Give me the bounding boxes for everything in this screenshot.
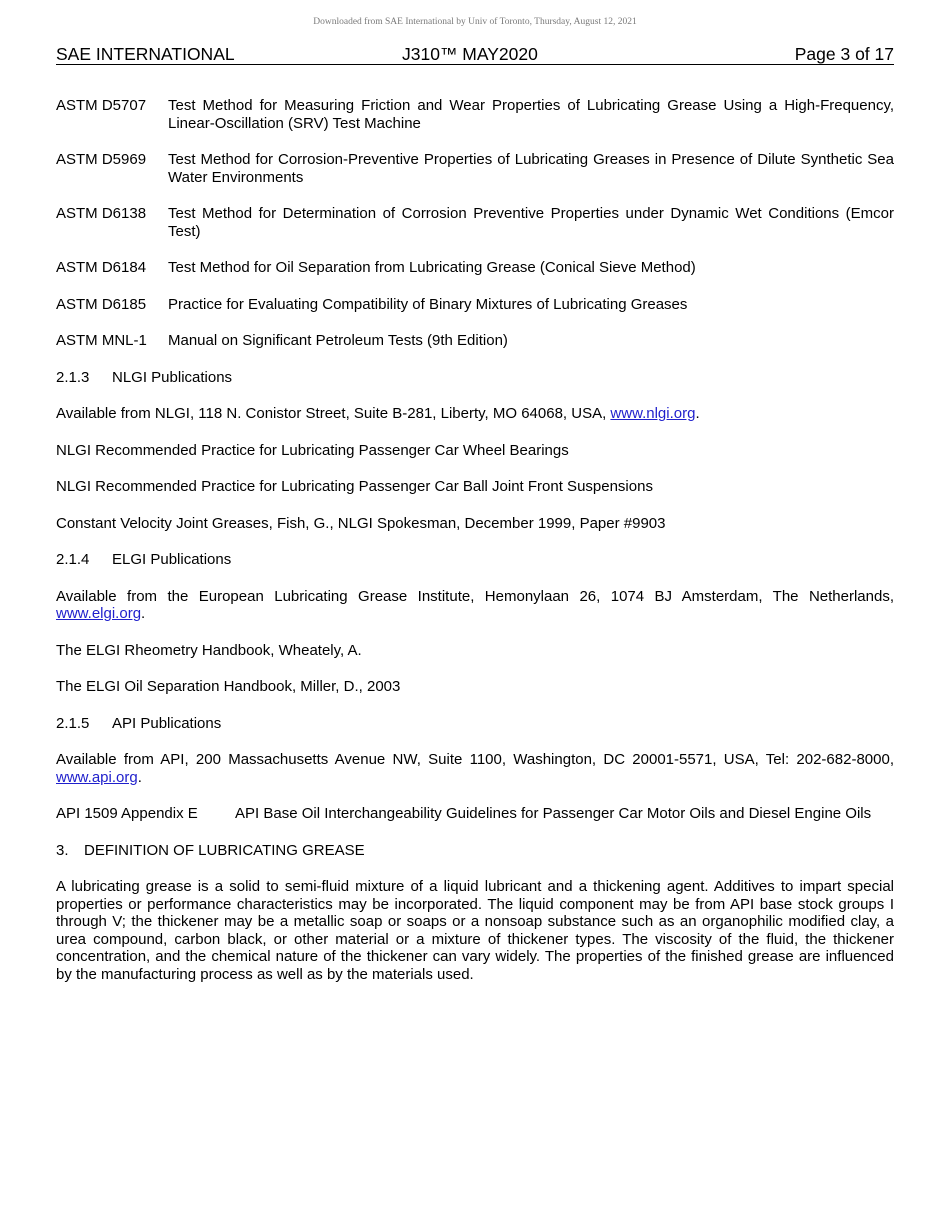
reference-code: ASTM D5969 [56,151,147,168]
reference-entry [56,332,894,350]
reference-entry [56,151,894,186]
elgi-link[interactable]: www.elgi.org [56,605,142,622]
reference-entry [56,259,894,277]
section-title: DEFINITION OF LUBRICATING GREASE [84,841,365,859]
reference-title: Manual on Significant Petroleum Tests (9th Edition) [168,332,508,349]
reference-code: ASTM D5707 [56,97,147,114]
header-page-number: Page 3 of 17 [794,44,894,64]
reference-entry [56,296,894,314]
section-title: API Publications [112,714,222,732]
reference-title: Practice for Evaluating Compatibility of Binary Mixtures of Lubricating Greases [168,295,688,313]
reference-code: ASTM D6185 [56,295,147,313]
reference-code: API 1509 Appendix E [56,805,198,822]
section-number: 3. [56,841,69,859]
reference-title: Test Method for Measuring Friction and Wear Properties of Lubricating Grease Using a High-Frequency, Linear-Oscillation (SRV) Test Machine [168,97,894,132]
download-notice: Downloaded from SAE International by Univ of Toronto, Thursday, August 12, 2021 [313,17,637,27]
reference-code: ASTM D6184 [56,259,147,276]
section-title: ELGI Publications [112,551,232,568]
reference-code: ASTM D6138 [56,205,147,222]
reference-entry [56,97,894,132]
header-org: SAE INTERNATIONAL [56,44,235,64]
publication-item: Constant Velocity Joint Greases, Fish, G., NLGI Spokesman, December 1999, Paper #9903 [56,514,666,532]
section-heading-api [56,715,894,733]
section-title: NLGI Publications [112,368,233,386]
reference-entry [56,205,894,240]
publication-item: The ELGI Oil Separation Handbook, Miller, D., 2003 [56,678,401,695]
availability-paragraph: Available from the European Lubricating Grease Institute, Hemonylaan 26, 1074 BJ Amsterdam, The Netherlands, www.elgi.org. [56,587,894,622]
reference-code: ASTM MNL-1 [56,332,147,349]
availability-paragraph: Available from NLGI, 118 N. Conistor Street, Suite B-281, Liberty, MO 64068, USA, www.nlgi.org. [56,405,700,422]
reference-title: Test Method for Oil Separation from Lubricating Grease (Conical Sieve Method) [168,259,696,276]
section-heading-elgi [56,551,894,569]
availability-paragraph: Available from API, 200 Massachusetts Avenue NW, Suite 1100, Washington, DC 20001-5571, USA, Tel: 202-682-8000, www.api.org. [56,751,894,786]
section-heading-nlgi [56,369,894,387]
nlgi-link[interactable]: www.nlgi.org [610,405,696,422]
reference-title: Test Method for Corrosion-Preventive Properties of Lubricating Greases in Presence of Dilute Synthetic Sea Water Environments [168,151,894,186]
page-header [56,44,894,65]
section-number: 2.1.3 [56,368,90,386]
reference-title: Test Method for Determination of Corrosion Preventive Properties under Dynamic Wet Conditions (Emcor Test) [168,205,894,240]
header-doc-id: J310™ MAY2020 [402,44,538,64]
publication-item: NLGI Recommended Practice for Lubricating Passenger Car Wheel Bearings [56,441,569,459]
publication-item: The ELGI Rheometry Handbook, Wheately, A. [56,641,362,659]
page-content [56,97,894,983]
section-number: 2.1.5 [56,714,90,732]
reference-title: API Base Oil Interchangeability Guidelines for Passenger Car Motor Oils and Diesel Engine Oils [235,805,872,822]
publication-item: NLGI Recommended Practice for Lubricating Passenger Car Ball Joint Front Suspensions [56,478,653,495]
definition-paragraph: A lubricating grease is a solid to semi-fluid mixture of a liquid lubricant and a thickening agent. Additives to impart special properties or performance characteristics may be incorporated. The liquid component may be from API base stock groups I through V; the thickener may be a metallic soap or soaps or a nonsoap substance such as an organophilic modified clay, a urea compound, carbon black, or other material or a mixture of thickener types. The viscosity of the fluid, the thickener concentration, and the chemical nature of the thickener can vary widely. The properties of the finished grease are influenced by the manufacturing process as well as by the materials used. [56,878,894,983]
section-heading-definition [56,842,894,860]
reference-entry [56,805,894,823]
section-number: 2.1.4 [56,551,90,568]
api-link[interactable]: www.api.org [56,768,138,786]
